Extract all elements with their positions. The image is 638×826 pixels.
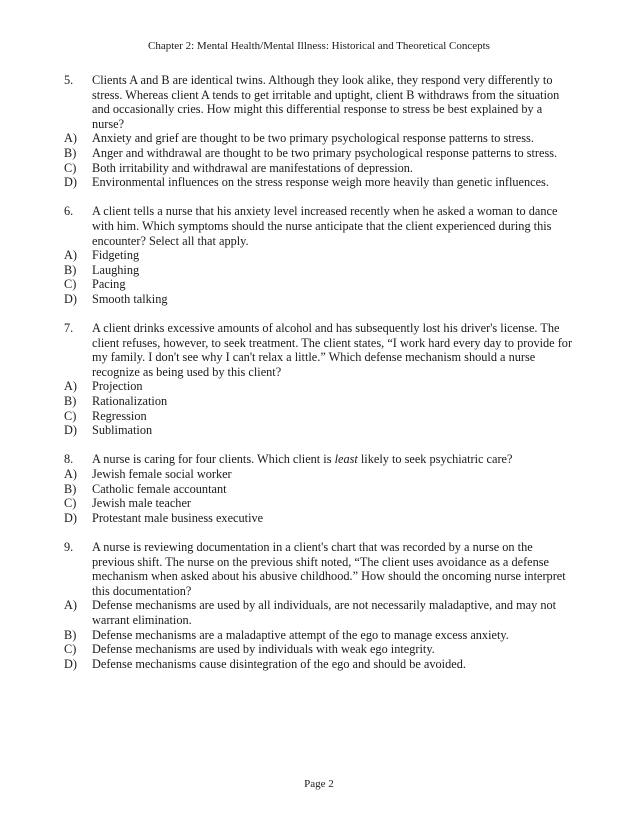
option-text: Defense mechanisms cause disintegration of the ego and should be avoided. <box>92 656 466 671</box>
option-letter: C) <box>64 160 77 175</box>
answer-option-d <box>64 657 574 672</box>
question-5 <box>64 73 574 190</box>
option-letter: B) <box>64 481 77 496</box>
question-number: 6. <box>64 204 74 219</box>
option-letter: D) <box>64 510 77 525</box>
option-text: Pacing <box>92 277 126 292</box>
option-letter: D) <box>64 291 77 306</box>
answer-option-d <box>64 292 574 307</box>
answer-option-d <box>64 423 574 438</box>
question-number: 5. <box>64 73 74 87</box>
question-stem <box>64 73 574 131</box>
answer-option-c <box>64 642 574 657</box>
answer-option-b <box>64 628 574 643</box>
option-text: Anger and withdrawal are thought to be two primary psychological response patterns to stress. <box>92 145 558 160</box>
page-header: Chapter 2: Mental Health/Mental Illness: Historical and Theoretical Concepts <box>148 40 490 52</box>
option-text: Defense mechanisms are used by individuals with weak ego integrity. <box>92 642 435 657</box>
option-letter: C) <box>64 277 77 292</box>
question-stem <box>64 452 574 467</box>
question-7 <box>64 321 574 438</box>
option-letter: B) <box>64 262 77 277</box>
answer-option-b <box>64 263 574 278</box>
option-text: Anxiety and grief are thought to be two primary psychological response patterns to stress. <box>92 131 534 146</box>
option-text: Fidgeting <box>92 248 140 263</box>
option-text: Regression <box>92 408 147 423</box>
option-letter: B) <box>64 145 77 160</box>
option-text: Laughing <box>92 262 140 277</box>
question-8 <box>64 452 574 525</box>
option-letter: C) <box>64 496 77 511</box>
question-text-part: likely to seek psychiatric care? <box>357 452 513 467</box>
option-letter: A) <box>64 379 77 394</box>
option-text: Projection <box>92 379 143 394</box>
option-text: Smooth talking <box>92 291 168 306</box>
answer-option-b <box>64 482 574 497</box>
question-9 <box>64 540 574 671</box>
answer-option-d <box>64 511 574 526</box>
option-letter: B) <box>64 394 77 409</box>
option-letter: C) <box>64 642 77 657</box>
option-letter: D) <box>64 175 77 190</box>
option-letter: C) <box>64 408 77 423</box>
question-text: A client tells a nurse that his anxiety level increased recently when he asked a woman to dance with him. Which symptoms should the nurse anticipate that the client experienced during this encounter? Select all that apply. <box>92 204 558 248</box>
option-text: Protestant male business executive <box>92 510 264 525</box>
option-text: Both irritability and withdrawal are manifestations of depression. <box>92 160 414 175</box>
question-stem <box>64 204 574 248</box>
answer-option-a <box>64 467 574 482</box>
option-text: Environmental influences on the stress response weigh more heavily than genetic influences. <box>92 175 549 190</box>
option-letter: D) <box>64 423 77 438</box>
option-letter: A) <box>64 131 77 146</box>
option-letter: D) <box>64 656 77 671</box>
question-text: A client drinks excessive amounts of alcohol and has subsequently lost his driver's license. The client refuses, however, to seek treatment. The client states, “I work hard every day to provide for my family. I don't see why I can't relax a little.” Which defense mechanism should a nurse recognize as being used by this client? <box>92 321 573 379</box>
question-stem <box>64 540 574 598</box>
answer-option-c <box>64 161 574 176</box>
answer-option-a <box>64 598 574 627</box>
question-list <box>64 73 574 686</box>
answer-option-b <box>64 394 574 409</box>
page-number: Page 2 <box>304 778 334 790</box>
question-text <box>92 452 574 467</box>
question-text: Clients A and B are identical twins. Although they look alike, they respond very differently to stress. Whereas client A tends to get irritable and uptight, client B withdraws from the situation and occasionally cries. How might this differential response to stress be best explained by a nurse? <box>92 73 560 131</box>
option-letter: A) <box>64 467 77 482</box>
question-stem <box>64 321 574 379</box>
answer-option-b <box>64 146 574 161</box>
emphasized-word: least <box>334 452 358 467</box>
answer-option-a <box>64 248 574 263</box>
option-letter: A) <box>64 598 77 613</box>
answer-option-c <box>64 277 574 292</box>
answer-option-a <box>64 131 574 146</box>
answer-option-c <box>64 409 574 424</box>
option-text: Sublimation <box>92 423 153 438</box>
question-6 <box>64 204 574 306</box>
question-number: 9. <box>64 540 74 554</box>
answer-option-d <box>64 175 574 190</box>
question-number: 7. <box>64 321 74 336</box>
answer-option-c <box>64 496 574 511</box>
question-number: 8. <box>64 452 74 467</box>
option-text: Jewish male teacher <box>92 496 192 511</box>
option-text: Rationalization <box>92 394 168 409</box>
option-letter: A) <box>64 248 77 263</box>
option-text: Defense mechanisms are used by all individuals, are not necessarily maladaptive, and may not warrant elimination. <box>92 598 557 627</box>
option-text: Defense mechanisms are a maladaptive attempt of the ego to manage excess anxiety. <box>92 627 509 642</box>
question-text: A nurse is reviewing documentation in a client's chart that was recorded by a nurse on the previous shift. The nurse on the previous shift noted, “The client uses avoidance as a defense mechanism when asked about his abusive childhood.” How should the oncoming nurse interpret this documentation? <box>92 540 566 598</box>
answer-option-a <box>64 379 574 394</box>
option-letter: B) <box>64 627 77 642</box>
option-text: Catholic female accountant <box>92 481 227 496</box>
option-text: Jewish female social worker <box>92 467 232 482</box>
question-text-part: A nurse is caring for four clients. Which client is <box>92 452 335 467</box>
